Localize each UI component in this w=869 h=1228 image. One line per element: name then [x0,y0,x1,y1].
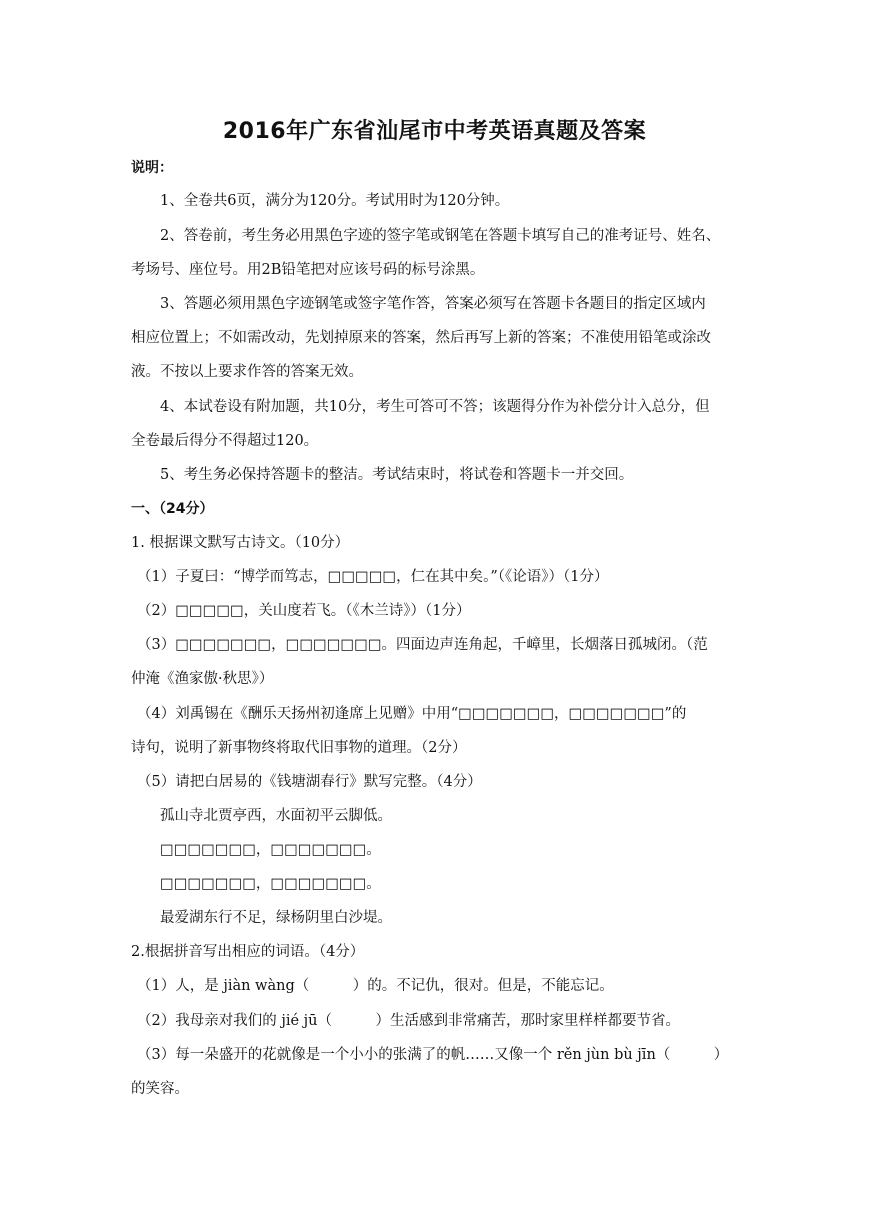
question-2-item-3-cont: 的笑容。 [131,1081,189,1097]
instruction-item-3-cont2: 液。不按以上要求作答的答案无效。 [131,364,363,380]
poem-line-4: 最爱湖东行不足，绿杨阴里白沙堤。 [160,910,392,926]
question-1-item-4-cont: 诗句，说明了新事物终将取代旧事物的道理。（2分） [131,740,467,756]
instruction-item-3: 3、答题必须用黑色字迹钢笔或签字笔作答，答案必须写在答题卡各题目的指定区域内 [160,296,706,312]
instruction-item-3-cont: 相应位置上；不如需改动，先划掉原来的答案，然后再写上新的答案；不准使用铅笔或涂改 [131,330,711,346]
section-heading: 一、（24分） [131,501,214,517]
poem-line-2: □□□□□□□，□□□□□□□。 [160,842,381,858]
question-1-item-3-cont: 仲淹《渔家傲·秋思》） [131,671,274,687]
question-2-item-1: （1）人，是 jiàn wàng（ ）的。不记仇，很对。但是，不能忘记。 [137,978,614,994]
instruction-item-2: 2、答卷前，考生务必用黑色字迹的签字笔或钢笔在答题卡填写自己的准考证号、姓名、 [160,228,721,244]
question-1-item-3: （3）□□□□□□□，□□□□□□□。四面边声连角起，千嶂里，长烟落日孤城闭。（范 [137,637,708,653]
question-1-item-4: （4）刘禹锡在《酬乐天扬州初逢席上见赠》中用“□□□□□□□，□□□□□□□”的 [137,706,687,722]
question-2-prompt: 2.根据拼音写出相应的词语。（4分） [131,944,365,960]
question-2-item-2: （2）我母亲对我们的 jié jū（ ）生活感到非常痛苦，那时家里样样都要节省。 [137,1013,680,1029]
instruction-item-4-cont: 全卷最后得分不得超过120。 [131,433,319,449]
poem-line-1: 孤山寺北贾亭西，水面初平云脚低。 [160,808,392,824]
question-1-item-2: （2）□□□□□，关山度若飞。（《木兰诗》）（1分） [137,603,471,619]
instruction-item-1: 1、全卷共6页，满分为120分。考试用时为120分钟。 [160,193,510,209]
instruction-item-2-cont: 考场号、座位号。用2B铅笔把对应该号码的标号涂黑。 [131,262,485,278]
instruction-item-5: 5、考生务必保持答题卡的整洁。考试结束时，将试卷和答题卡一并交回。 [160,467,634,483]
question-1-item-5: （5）请把白居易的《钱塘湖春行》默写完整。（4分） [137,774,482,790]
question-1-prompt: 1. 根据课文默写古诗文。（10分） [131,535,350,551]
instruction-item-4: 4、本试卷设有附加题，共10分，考生可答可不答；该题得分作为补偿分计入总分，但 [160,399,710,415]
question-2-item-3: （3）每一朵盛开的花就像是一个小小的张满了的帆……又像一个 rěn jùn bù jīn（ ） [137,1047,729,1063]
question-1-item-1: （1）子夏曰：“博学而笃志，□□□□□，仁在其中矣。”（《论语》）（1分） [137,569,609,585]
instructions-heading: 说明： [131,160,173,176]
poem-line-3: □□□□□□□，□□□□□□□。 [160,876,381,892]
page-title: 2016年广东省汕尾市中考英语真题及答案 [222,119,647,144]
